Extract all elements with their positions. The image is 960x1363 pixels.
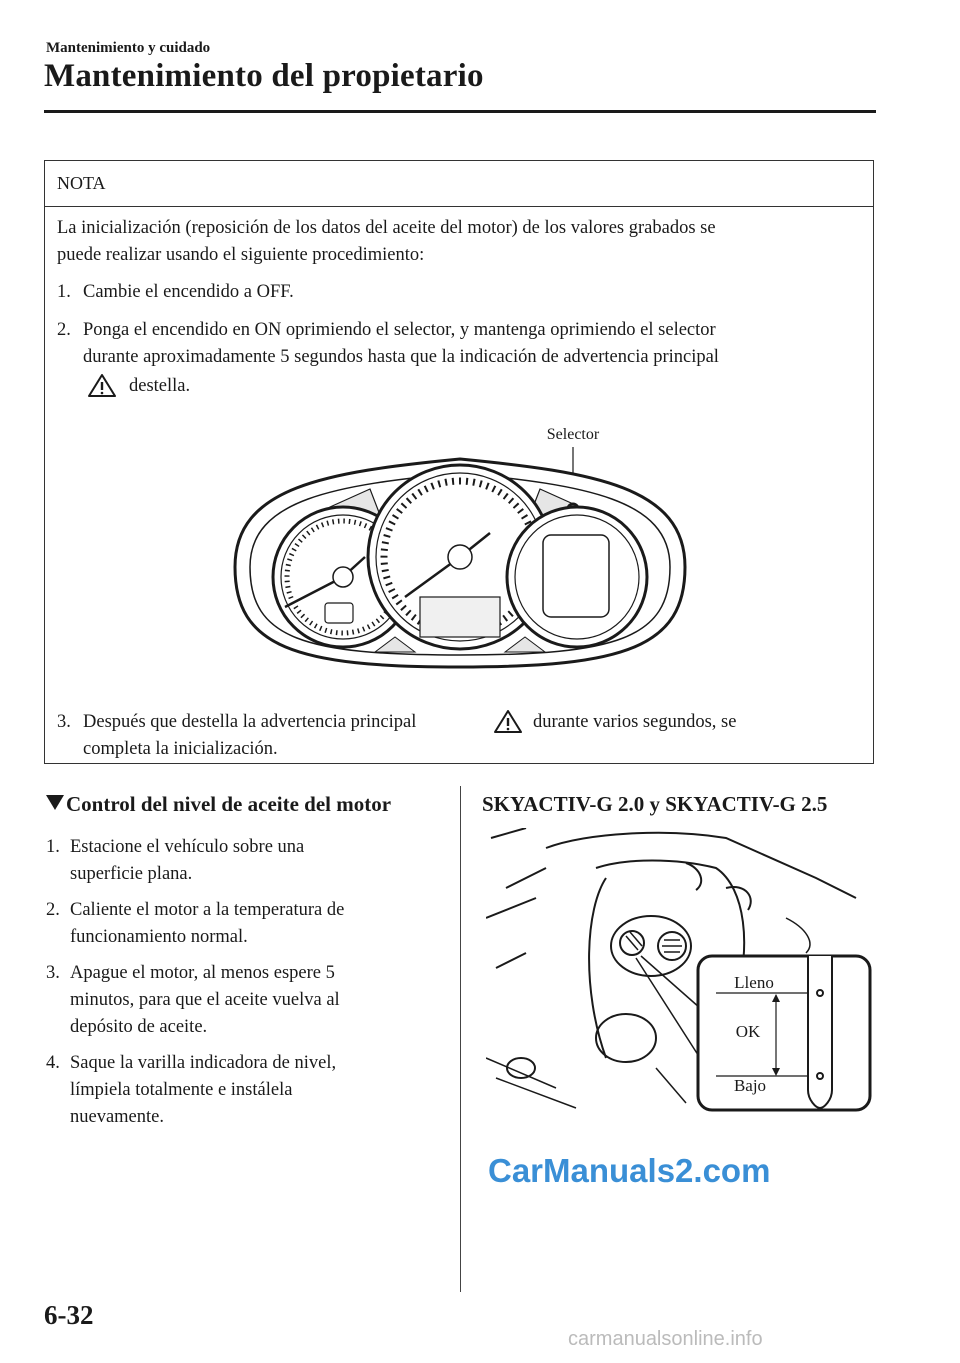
dipstick-low-label: Bajo bbox=[733, 1076, 767, 1095]
oil-step-text: Saque la varilla indicadora de nivel, bbox=[70, 1053, 337, 1073]
engine-dipstick-figure bbox=[486, 828, 876, 1118]
oil-step-text: Estacione el vehículo sobre una bbox=[70, 837, 305, 857]
oil-step-text: Apague el motor, al menos espere 5 bbox=[70, 963, 335, 983]
nota-step-text: destella. bbox=[129, 376, 191, 396]
nota-step-text: durante varios segundos, se bbox=[533, 712, 737, 732]
nota-step-text: durante aproximadamente 5 segundos hasta que la indicación de advertencia principal bbox=[83, 347, 719, 367]
warning-triangle-icon bbox=[87, 373, 117, 399]
column-divider bbox=[460, 786, 461, 1292]
nota-intro-line2: puede realizar usando el siguiente procedimiento: bbox=[57, 245, 425, 265]
triangle-bullet-icon bbox=[44, 792, 66, 812]
nota-step-number: 3. bbox=[57, 712, 71, 732]
oil-step-text: superficie plana. bbox=[70, 864, 193, 884]
oil-step-number: 4. bbox=[46, 1053, 60, 1073]
nota-header bbox=[45, 161, 873, 207]
title-rule bbox=[44, 110, 876, 113]
nota-step-text: Ponga el encendido en ON oprimiendo el selector, y mantenga oprimiendo el selector bbox=[83, 320, 716, 340]
oil-step-text: minutos, para que el aceite vuelva al bbox=[70, 990, 340, 1010]
warning-triangle-icon bbox=[493, 709, 523, 735]
nota-label: NOTA bbox=[57, 173, 106, 193]
page-title: Mantenimiento del propietario bbox=[44, 58, 484, 94]
nota-step-text: completa la inicialización. bbox=[83, 739, 278, 759]
page-number: 6-32 bbox=[44, 1300, 94, 1330]
section-label: Mantenimiento y cuidado bbox=[46, 40, 211, 56]
nota-intro-line1: La inicialización (reposición de los datos del aceite del motor) de los valores grabados se bbox=[57, 218, 716, 238]
oil-step-text: límpiela totalmente e instálela bbox=[70, 1080, 293, 1100]
nota-step-number: 1. bbox=[57, 282, 71, 302]
oil-step-number: 2. bbox=[46, 900, 60, 920]
engine-figure-title: SKYACTIV-G 2.0 y SKYACTIV-G 2.5 bbox=[482, 792, 828, 816]
oil-check-heading-text: Control del nivel de aceite del motor bbox=[66, 792, 392, 816]
oil-step-text: depósito de aceite. bbox=[70, 1017, 208, 1037]
oil-step-text: nuevamente. bbox=[70, 1107, 164, 1127]
selector-callout-label: Selector bbox=[546, 426, 600, 443]
nota-step-text: Cambie el encendido a OFF. bbox=[83, 282, 294, 302]
dipstick-full-label: Lleno bbox=[734, 973, 774, 992]
oil-step-number: 3. bbox=[46, 963, 60, 983]
instrument-cluster-figure bbox=[205, 417, 715, 677]
dipstick-ok-label: OK bbox=[735, 1022, 761, 1041]
oil-check-heading bbox=[44, 792, 391, 817]
oil-step-text: Caliente el motor a la temperatura de bbox=[70, 900, 345, 920]
watermark: CarManuals2.com bbox=[488, 1152, 771, 1189]
nota-box bbox=[44, 160, 874, 764]
oil-step-number: 1. bbox=[46, 837, 60, 857]
nota-step-text: Después que destella la advertencia principal bbox=[83, 712, 417, 732]
oil-step-text: funcionamiento normal. bbox=[70, 927, 248, 947]
nota-step-number: 2. bbox=[57, 320, 71, 340]
footer-watermark: carmanualsonline.info bbox=[568, 1328, 763, 1350]
